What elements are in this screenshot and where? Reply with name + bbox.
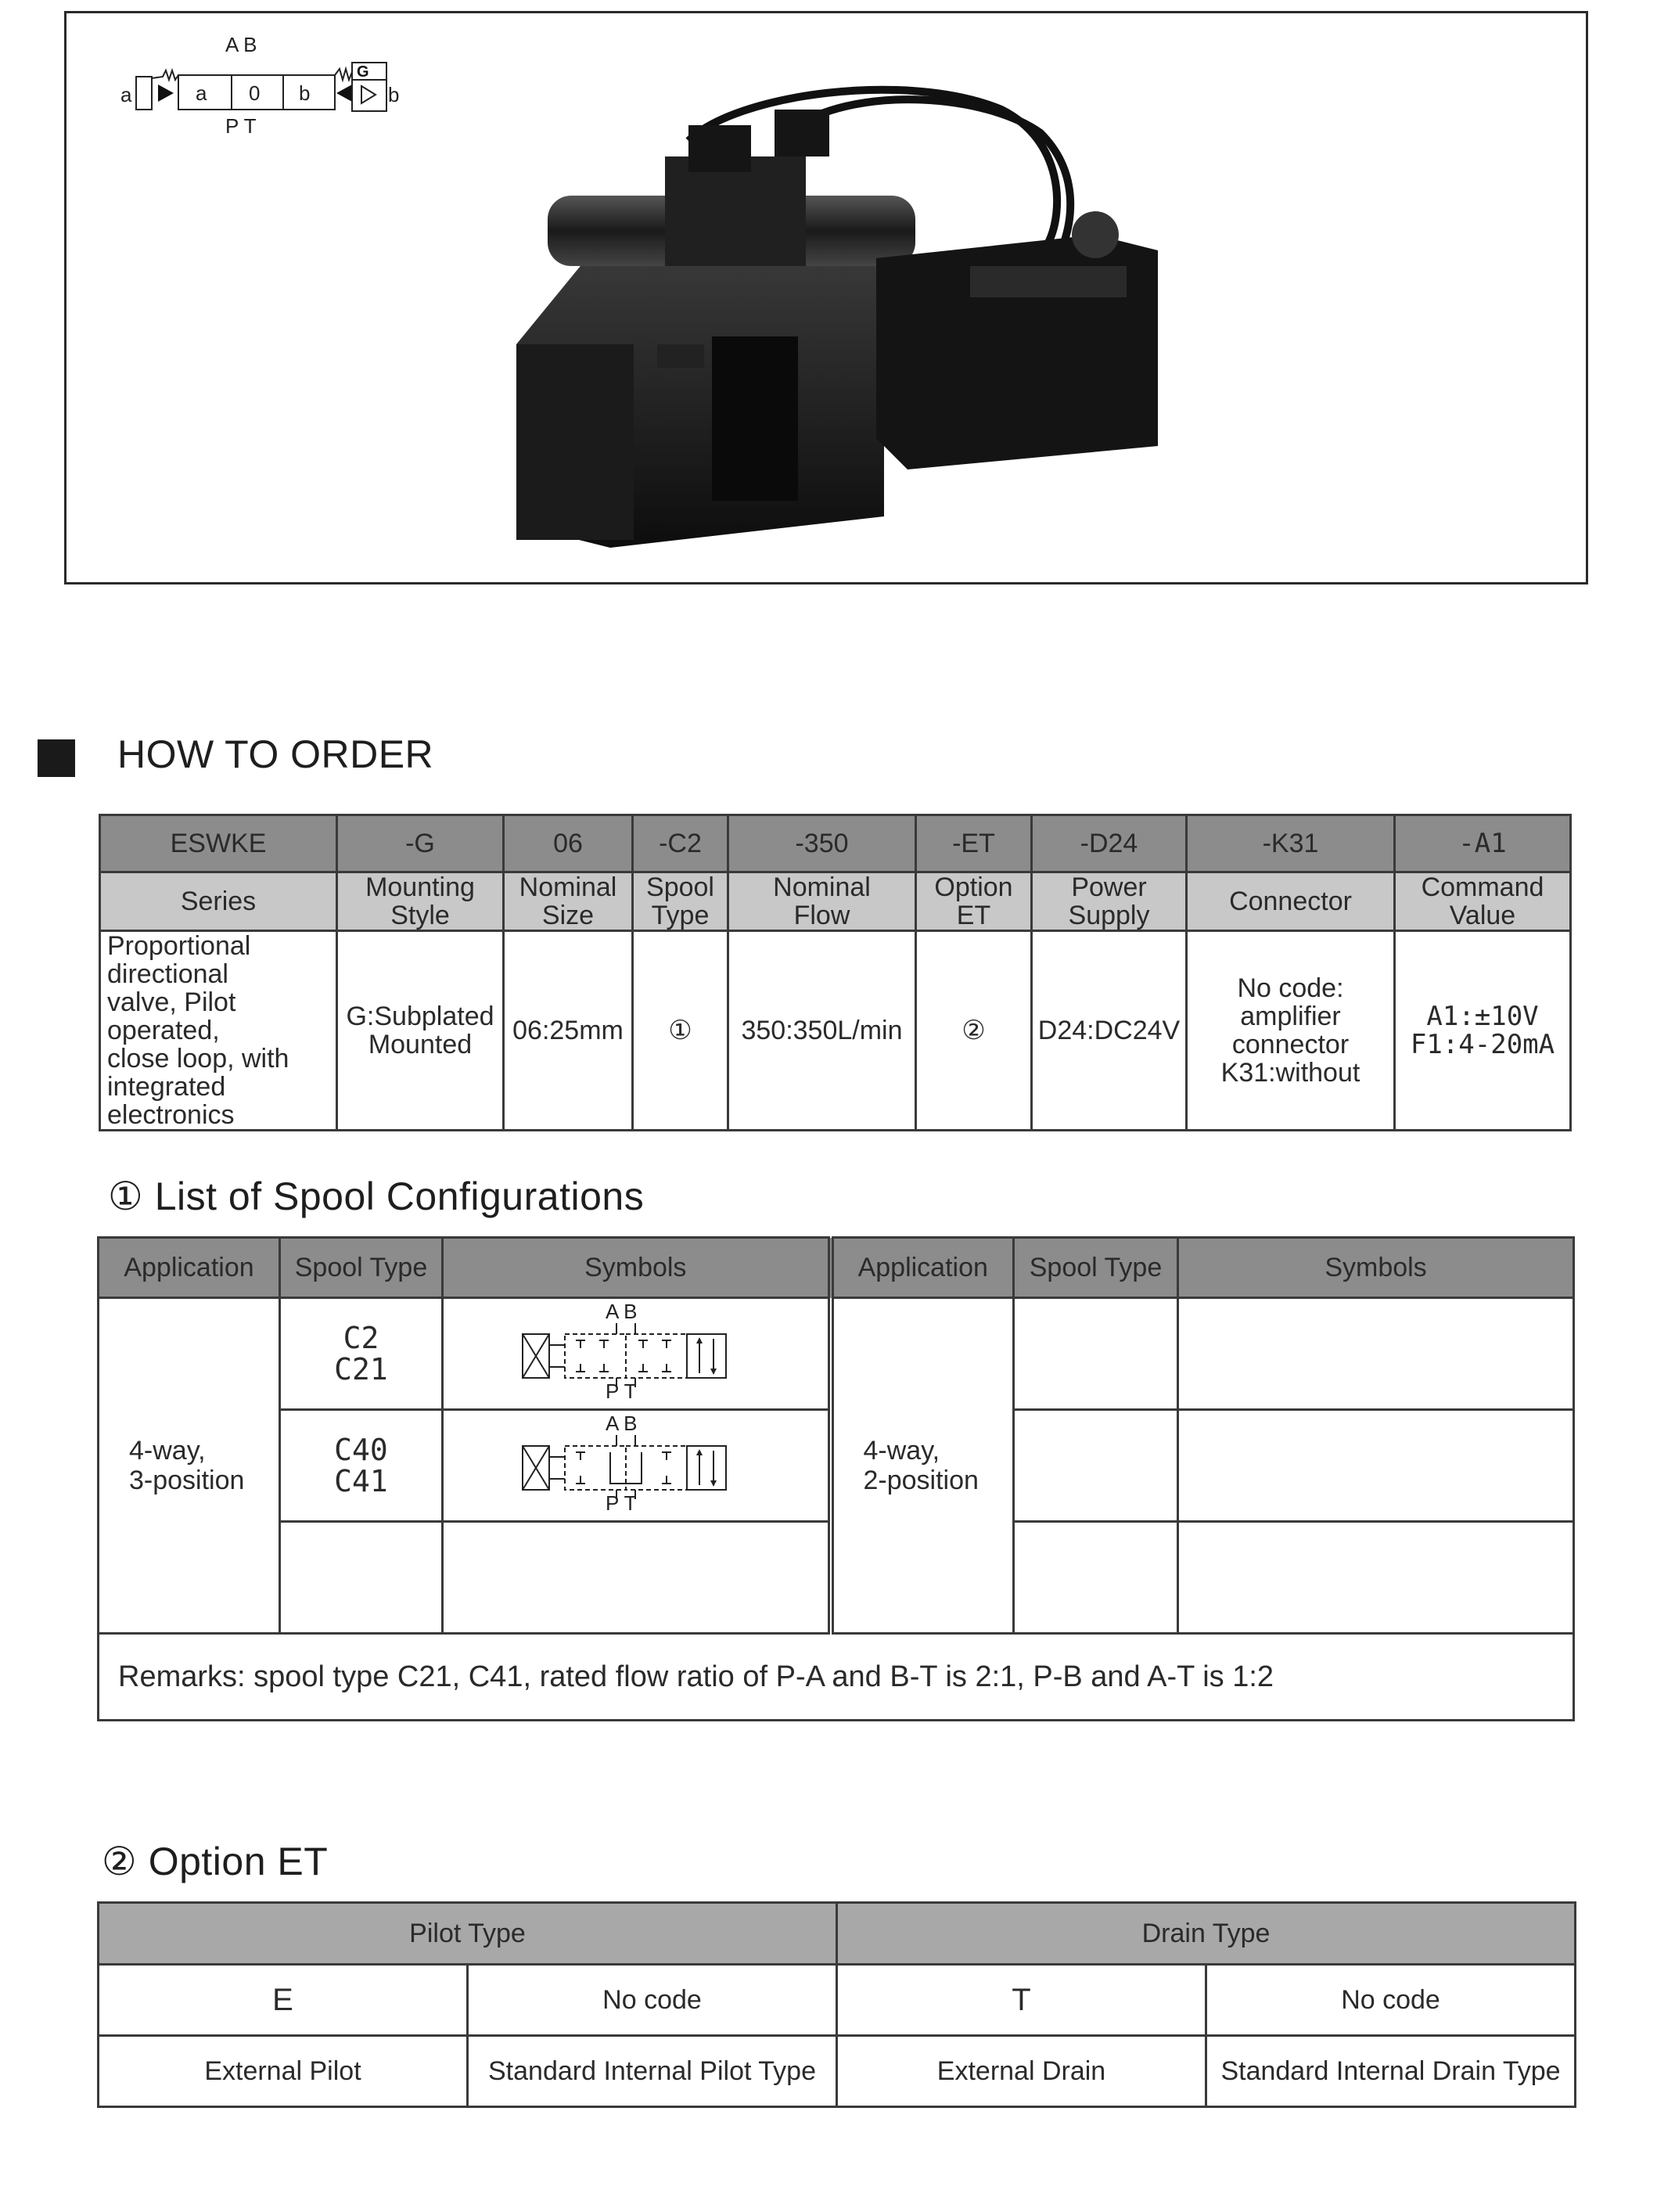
spool-type-c2: [280, 1298, 443, 1410]
header-command-l1: Command: [1421, 872, 1544, 902]
spool-configs-table: [97, 1236, 1575, 1721]
valve-product-image: [501, 78, 1236, 563]
order-code-row: [100, 815, 1571, 872]
header-spool-l2: Type: [651, 901, 710, 930]
left-symbol-empty-3: [443, 1522, 831, 1634]
left-spool-type-empty-3: [280, 1522, 443, 1634]
header-connector-text: Connector: [1229, 887, 1352, 916]
desc-internal-pilot: Standard Internal Pilot Type: [468, 2036, 837, 2107]
header-mounting-l1: Mounting: [365, 872, 475, 902]
header-series: [100, 872, 337, 931]
option-et-table: [97, 1901, 1576, 2108]
spool-row-c2: [99, 1298, 1574, 1410]
order-values-row: [100, 931, 1571, 1131]
spool-symbol-c40: [443, 1410, 831, 1522]
symbol-bottom-ports: P T: [225, 114, 257, 138]
connector-line-4: K31:without: [1220, 1058, 1360, 1088]
left-application-l2: 3-position: [129, 1466, 245, 1495]
header-command: [1395, 872, 1571, 931]
code-command: -A1: [1395, 815, 1571, 872]
series-line-3: close loop, with: [107, 1044, 289, 1074]
symbol-box-a: a: [196, 81, 207, 105]
value-spool: ①: [633, 931, 728, 1131]
code-series: ESWKE: [100, 815, 337, 872]
header-spool: [633, 872, 728, 931]
spool-remarks: Remarks: spool type C21, C41, rated flow ratio of P-A and B-T is 2:1, P-B and A-T is 1:2: [99, 1634, 1574, 1721]
code-flow: -350: [728, 815, 916, 872]
header-power: [1032, 872, 1187, 931]
desc-internal-drain: Standard Internal Drain Type: [1206, 2036, 1576, 2107]
right-spool-type-empty-1: [1014, 1298, 1178, 1410]
option-et-title: ② Option ET: [102, 1840, 329, 1883]
series-line-1: Proportional directional: [107, 931, 251, 989]
right-application-l2: 2-position: [863, 1466, 979, 1495]
value-size: 06:25mm: [504, 931, 633, 1131]
right-symbol-empty-3: [1178, 1522, 1574, 1634]
command-line-1: A1:±10V: [1426, 1001, 1539, 1032]
symbol-top-ports: A B: [225, 33, 257, 56]
right-application-l1: 4-way,: [863, 1436, 940, 1466]
header-power-l2: Supply: [1068, 901, 1150, 930]
code-mounting: -G: [337, 815, 504, 872]
pilot-type-header: Pilot Type: [99, 1903, 837, 1965]
drain-code-t: T: [837, 1965, 1206, 2036]
value-command: [1395, 931, 1571, 1131]
header-power-l1: Power: [1071, 872, 1147, 902]
header-option-l1: Option: [934, 872, 1013, 902]
symbol-g-label: G: [357, 63, 369, 81]
mounting-line-1: G:Subplated: [346, 1002, 494, 1031]
series-line-2: valve, Pilot operated,: [107, 987, 236, 1045]
spool-symbol-c2-svg: [518, 1300, 753, 1401]
code-size: 06: [504, 815, 633, 872]
right-application-cell: [831, 1298, 1014, 1634]
header-mounting-l2: Style: [390, 901, 450, 930]
value-mounting: [337, 931, 504, 1131]
drain-code-none: No code: [1206, 1965, 1576, 2036]
drain-type-header: Drain Type: [837, 1903, 1576, 1965]
header-option: [916, 872, 1032, 931]
code-connector: -K31: [1187, 815, 1395, 872]
connector-line-1: No code:: [1237, 973, 1344, 1003]
header-flow: [728, 872, 916, 931]
connector-line-2: amplifier: [1240, 1002, 1341, 1031]
spool-symbol-c2: [443, 1298, 831, 1410]
header-command-l2: Value: [1449, 901, 1516, 930]
symbol-left-label: a: [120, 83, 132, 106]
code-power: -D24: [1032, 815, 1187, 872]
value-flow: 350:350L/min: [728, 931, 916, 1131]
spool-configs-title: ① List of Spool Configurations: [108, 1174, 645, 1218]
symbol-box-0: 0: [249, 81, 261, 105]
left-application-l1: 4-way,: [129, 1436, 206, 1466]
left-application-cell: [99, 1298, 280, 1634]
header-mounting: [337, 872, 504, 931]
spool-header-type-left: Spool Type: [280, 1238, 443, 1298]
c2-ports-bottom: P T: [606, 1379, 637, 1401]
symbol-box-b: b: [299, 81, 311, 105]
right-symbol-empty-1: [1178, 1298, 1574, 1410]
header-size-l1: Nominal: [519, 872, 617, 902]
right-spool-type-empty-3: [1014, 1522, 1178, 1634]
spool-type-c21-label: C21: [334, 1352, 388, 1387]
c40-ports-top: A B: [606, 1411, 638, 1435]
spool-type-c40: [280, 1410, 443, 1522]
spool-header-type-right: Spool Type: [1014, 1238, 1178, 1298]
header-flow-l2: Flow: [793, 901, 850, 930]
spool-header-application-left: Application: [99, 1238, 280, 1298]
spool-header-row: [99, 1238, 1574, 1298]
c40-ports-bottom: P T: [606, 1491, 637, 1513]
spool-header-symbols-left: Symbols: [443, 1238, 831, 1298]
option-et-header-row: [99, 1903, 1576, 1965]
pilot-code-none: No code: [468, 1965, 837, 2036]
header-size-l2: Size: [541, 901, 595, 930]
right-symbol-empty-2: [1178, 1410, 1574, 1522]
value-option: ②: [916, 931, 1032, 1131]
section-marker-square: [38, 739, 75, 777]
symbol-right-label: b: [388, 83, 400, 106]
mounting-line-2: Mounted: [368, 1030, 473, 1059]
code-option: -ET: [916, 815, 1032, 872]
header-connector: [1187, 872, 1395, 931]
option-et-desc-row: [99, 2036, 1576, 2107]
desc-external-pilot: External Pilot: [99, 2036, 468, 2107]
spool-header-application-right: Application: [831, 1238, 1014, 1298]
header-option-l2: ET: [956, 901, 991, 930]
valve-hydraulic-symbol: [117, 31, 415, 141]
spool-header-symbols-right: Symbols: [1178, 1238, 1574, 1298]
spool-symbol-c40-svg: [518, 1412, 753, 1513]
spool-type-c40-label: C40: [334, 1433, 388, 1467]
option-et-code-row: [99, 1965, 1576, 2036]
order-header-row: [100, 872, 1571, 931]
spool-type-c2-label: C2: [343, 1321, 379, 1355]
how-to-order-title: HOW TO ORDER: [117, 732, 434, 776]
connector-line-3: connector: [1231, 1030, 1350, 1059]
value-series: [100, 931, 337, 1131]
value-connector: [1187, 931, 1395, 1131]
desc-external-drain: External Drain: [837, 2036, 1206, 2107]
spool-type-c41-label: C41: [334, 1464, 388, 1498]
header-flow-l1: Nominal: [773, 872, 871, 902]
value-power: D24:DC24V: [1032, 931, 1187, 1131]
header-spool-l1: Spool: [646, 872, 714, 902]
pilot-code-e: E: [99, 1965, 468, 2036]
series-line-4: integrated electronics: [107, 1072, 235, 1130]
header-series-text: Series: [180, 887, 257, 916]
header-size: [504, 872, 633, 931]
right-spool-type-empty-2: [1014, 1410, 1178, 1522]
code-spool: -C2: [633, 815, 728, 872]
command-line-2: F1:4-20mA: [1410, 1029, 1555, 1060]
c2-ports-top: A B: [606, 1299, 638, 1323]
how-to-order-table: [99, 814, 1572, 1131]
spool-remarks-row: [99, 1634, 1574, 1721]
